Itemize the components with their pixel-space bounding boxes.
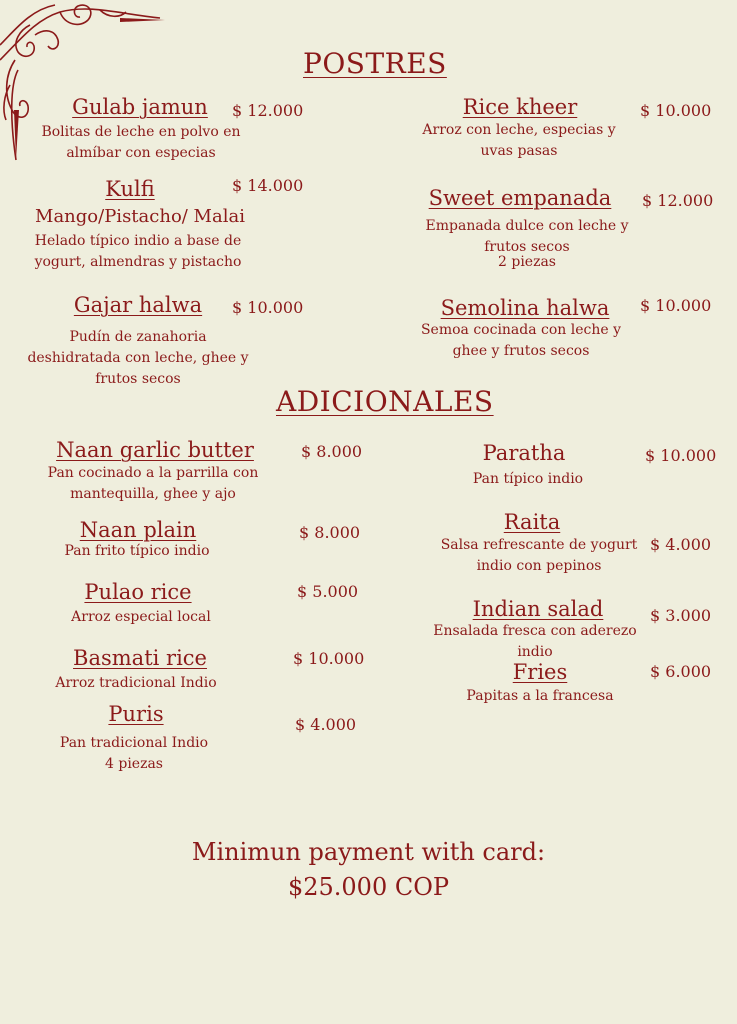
dish-description: Papitas a la francesa <box>466 688 614 704</box>
dish-subtitle: Mango/Pistacho/ Malai <box>35 206 245 227</box>
dish-name: Indian salad <box>472 597 604 621</box>
dish-price: $ 5.000 <box>297 582 359 601</box>
dish-price: $ 12.000 <box>232 101 304 120</box>
dish-price: $ 12.000 <box>642 191 714 210</box>
dish-name: Fries <box>512 660 568 684</box>
dish-name: Naan garlic butter <box>56 438 254 462</box>
postres-title: POSTRES <box>303 47 447 80</box>
dish-description: Semoa cocinada con leche y ghee y frutos secos <box>420 322 622 359</box>
dish-name: Gulab jamun <box>72 95 208 119</box>
adicionales-title: ADICIONALES <box>276 385 494 418</box>
dish-description: Arroz tradicional Indio <box>55 675 217 691</box>
dish-description: Arroz con leche, especias y uvas pasas <box>422 122 616 159</box>
dish-name: Paratha <box>482 441 566 465</box>
dish-description: Pan típico indio <box>472 471 584 487</box>
dish-price: $ 3.000 <box>650 606 712 625</box>
min-payment-label: Minimun payment with card: <box>191 838 546 866</box>
dish-description: Helado típico indio a base de yogurt, almendras y pistacho <box>34 233 242 270</box>
dish-price: $ 10.000 <box>232 298 304 317</box>
dish-price: $ 4.000 <box>650 535 712 554</box>
dish-description: Arroz especial local <box>71 609 211 625</box>
dish-name: Semolina halwa <box>440 296 610 320</box>
dish-extra: 4 piezas <box>105 756 163 772</box>
dish-price: $ 14.000 <box>232 176 304 195</box>
min-payment-amount: $25.000 COP <box>287 873 450 901</box>
dish-name: Pulao rice <box>84 580 192 604</box>
dish-name: Naan plain <box>79 518 197 542</box>
dish-description: Pan frito típico indio <box>64 543 210 559</box>
dish-name: Kulfi <box>105 177 155 201</box>
dish-extra: 2 piezas <box>498 254 556 270</box>
dish-price: $ 8.000 <box>301 442 363 461</box>
dish-price: $ 4.000 <box>295 715 357 734</box>
dish-name: Basmati rice <box>73 646 207 670</box>
dish-price: $ 6.000 <box>650 662 712 681</box>
dish-price: $ 10.000 <box>640 296 712 315</box>
dish-price: $ 10.000 <box>645 446 717 465</box>
dish-description: Pudín de zanahoria deshidratada con leche, ghee y frutos secos <box>27 329 249 387</box>
dish-description: Pan cocinado a la parrilla con mantequilla, ghee y ajo <box>47 465 259 502</box>
dish-price: $ 10.000 <box>640 101 712 120</box>
dish-name: Gajar halwa <box>73 293 203 317</box>
dish-price: $ 10.000 <box>293 649 365 668</box>
dish-description: Salsa refrescante de yogurt indio con pepinos <box>440 537 638 574</box>
dish-name: Rice kheer <box>462 95 578 119</box>
dish-description: Pan tradicional Indio <box>59 735 209 751</box>
dish-description: Empanada dulce con leche y frutos secos <box>425 218 629 255</box>
dish-name: Raita <box>503 510 561 534</box>
dish-description: Ensalada fresca con aderezo indio <box>433 623 637 660</box>
dish-price: $ 8.000 <box>299 523 361 542</box>
dish-description: Bolitas de leche en polvo en almíbar con especias <box>41 124 241 161</box>
dish-name: Puris <box>108 702 164 726</box>
dish-name: Sweet empanada <box>428 186 612 210</box>
